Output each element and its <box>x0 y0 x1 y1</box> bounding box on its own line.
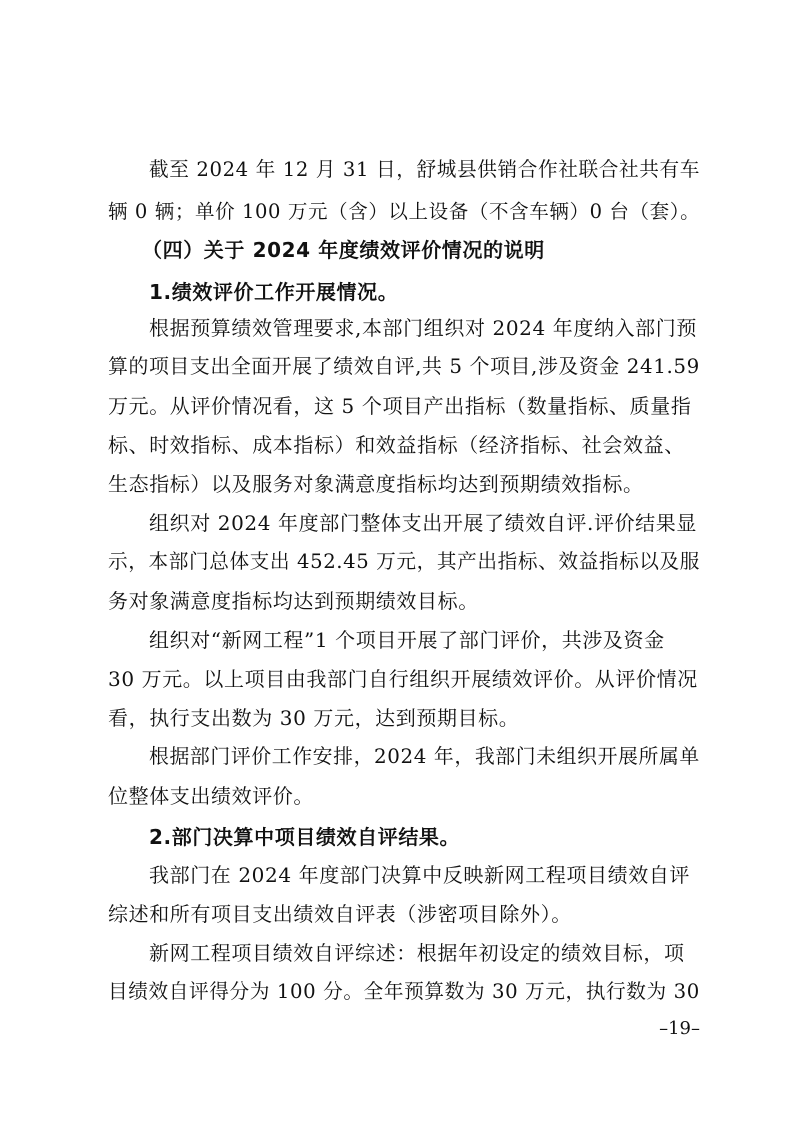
paragraph-line <box>0 353 794 381</box>
paragraph-line <box>0 782 794 810</box>
paragraph-line <box>0 156 794 184</box>
text-line: 组织对“新网工程”1 个项目开展了部门评价，共涉及资金 <box>149 628 665 652</box>
paragraph-line <box>0 978 794 1006</box>
heading-text: （四）关于 2024 年度绩效评价情况的说明 <box>142 238 545 262</box>
subsection-heading <box>0 278 794 306</box>
text-line: 综述和所有项目支出绩效自评表（涉密项目除外）。 <box>108 902 572 926</box>
text-line: 位整体支出绩效评价。 <box>108 784 314 808</box>
text-line: 30 万元。以上项目由我部门自行组织开展绩效评价。从评价情况 <box>108 667 698 691</box>
text-line: 辆 0 辆；单价 100 万元（含）以上设备（不含车辆）0 台（套）。 <box>108 200 701 223</box>
text-line: 算的项目支出全面开展了绩效自评,共 5 个项目,涉及资金 241.59 <box>108 355 700 378</box>
text-line: 生态指标）以及服务对象满意度指标均达到预期绩效指标。 <box>108 472 644 496</box>
page-number: –19– <box>659 1018 700 1039</box>
paragraph-line <box>0 900 794 928</box>
paragraph-line <box>0 665 794 693</box>
text-line: 目绩效自评得分为 100 分。全年预算数为 30 万元，执行数为 30 <box>108 980 700 1003</box>
heading-text: 2.部门决算中项目绩效自评结果。 <box>149 825 461 849</box>
paragraph-line <box>0 198 794 226</box>
paragraph-line <box>0 392 794 420</box>
paragraph-line <box>0 626 794 654</box>
text-line: 看，执行支出数为 30 万元，达到预期目标。 <box>108 706 520 730</box>
paragraph-line <box>0 861 794 889</box>
text-line: 根据预算绩效管理要求,本部门组织对 2024 年度纳入部门预 <box>149 316 697 340</box>
paragraph-line <box>0 743 794 771</box>
heading-text: 1.绩效评价工作开展情况。 <box>149 280 399 304</box>
paragraph-line <box>0 587 794 615</box>
section-heading <box>0 236 794 264</box>
text-line: 万元。从评价情况看，这 5 个项目产出指标（数量指标、质量指 <box>108 394 692 418</box>
subsection-heading <box>0 823 794 851</box>
paragraph-line <box>0 548 794 576</box>
paragraph-line <box>0 939 794 967</box>
paragraph-line <box>0 431 794 459</box>
text-line: 截至 2024 年 12 月 31 日，舒城县供销合作社联合社共有车 <box>149 158 701 181</box>
paragraph-line <box>0 470 794 498</box>
text-line: 新网工程项目绩效自评综述：根据年初设定的绩效目标，项 <box>149 941 685 965</box>
text-line: 组织对 2024 年度部门整体支出开展了绩效自评.评价结果显 <box>149 511 697 535</box>
paragraph-line <box>0 509 794 537</box>
text-line: 我部门在 2024 年度部门决算中反映新网工程项目绩效自评 <box>149 863 691 887</box>
paragraph-line <box>0 704 794 732</box>
text-line: 标、时效指标、成本指标）和效益指标（经济指标、社会效益、 <box>108 433 685 457</box>
text-line: 务对象满意度指标均达到预期绩效目标。 <box>108 589 479 613</box>
paragraph-line <box>0 314 794 342</box>
text-line: 示，本部门总体支出 452.45 万元，其产出指标、效益指标以及服 <box>108 550 701 573</box>
text-line: 根据部门评价工作安排，2024 年，我部门未组织开展所属单 <box>149 745 700 768</box>
